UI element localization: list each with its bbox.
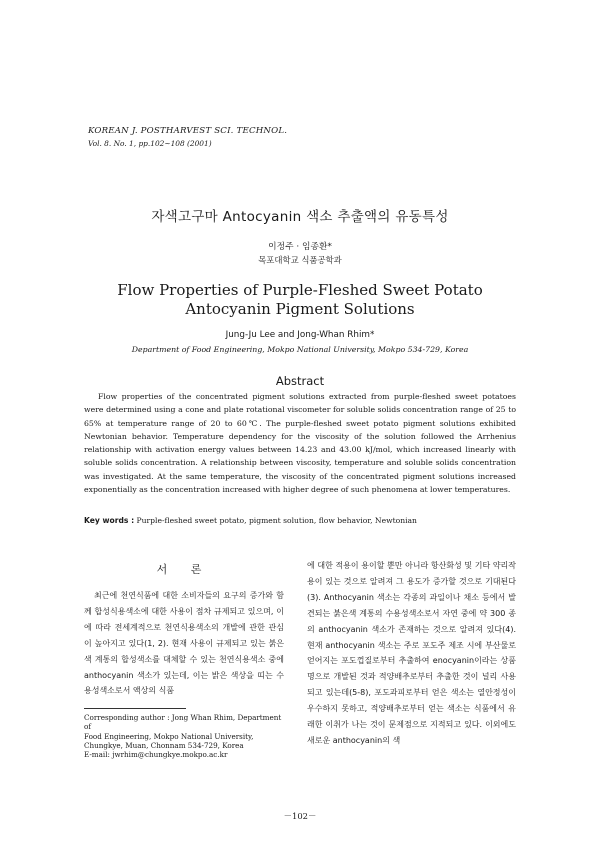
english-affiliation: Department of Food Engineering, Mokpo National University, Mokpo 534-729, Korea bbox=[131, 345, 469, 354]
intro-left-column: 최근에 천연식품에 대한 소비자들의 요구의 증가와 함께 합성식용색소에 대한 사용이 점차 규제되고 있으며, 이에 따라 전세계적으로 천연식용색소의 개발에 관한 관심이 높아지고 있다(1, 2). 현재 사용이 규제되고 있는 붉은색 계통의 합성색소를 대체할 수 있는 천연식용색소 중에 anthocyanin 색소가 있는데, 이는 밝은 색상을 띠는 수용성색소로서 액상의 식품 bbox=[84, 591, 284, 696]
footnote-divider bbox=[84, 708, 186, 709]
keywords-text: Purple-fleshed sweet potato, pigment solution, flow behavior, Newtonian bbox=[136, 516, 417, 525]
english-authors: Jung-Ju Lee and Jong-Whan Rhim* bbox=[225, 330, 375, 340]
english-title bbox=[0, 281, 600, 319]
footnote-line3: Chungkye, Muan, Chonnam 534-729, Korea bbox=[84, 740, 244, 750]
footnote-line1: Corresponding author : Jong Whan Rhim, Department of bbox=[84, 713, 282, 732]
korean-authors: 이정주 · 임종환* bbox=[268, 242, 332, 252]
journal-name: KOREAN J. POSTHARVEST SCI. TECHNOL. bbox=[88, 126, 288, 136]
footnote-line2: Food Engineering, Mokpo National University, bbox=[84, 731, 254, 741]
keywords-label: Key words : bbox=[84, 516, 135, 525]
journal-volume: Vol. 8. No. 1, pp.102~108 (2001) bbox=[88, 139, 212, 148]
section-heading: 서 론 bbox=[156, 563, 212, 576]
keywords bbox=[84, 516, 417, 525]
korean-title: 자색고구마 Antocyanin 색소 추출액의 유동특성 bbox=[151, 209, 449, 225]
abstract-heading: Abstract bbox=[275, 374, 325, 388]
english-title-line2: Antocyanin Pigment Solutions bbox=[185, 300, 415, 318]
footnote-email: E-mail: jwrhim@chungkye.mokpo.ac.kr bbox=[84, 750, 228, 760]
english-title-line1: Flow Properties of Purple-Fleshed Sweet Potato bbox=[117, 281, 483, 299]
abstract-text: Flow properties of the concentrated pigment solutions extracted from purple-fleshed sweet potatoes were determined using a cone and plate rotational viscometer for soluble solids concentration range of 25 to 65% at temperature range of 20 to 60℃. The purple-fleshed sweet potato pigment solutions exhibited Newtonian behavior. Temperature dependency for the viscosity of the solution followed the Arrhenius relationship with activation energy values between 14.23 and 43.00 kJ/mol, which increased linearly with soluble solids concentration. A relationship between viscosity, temperature and soluble solids concentration was investigated. At the same temperature, the viscosity of the concentrated pigment solutions increased exponentially as the concentration increased with higher degree of such phenomena at lower temperatures. bbox=[84, 392, 516, 495]
page-number: －102－ bbox=[283, 811, 317, 821]
intro-right-column: 에 대한 적용이 용이할 뿐만 아니라 항산화성 및 기타 약리작용이 있는 것으로 알려져 그 용도가 증가할 것으로 기대된다(3). Anthocyanin 색소는 각종의 과일이나 채소 등에서 발견되는 붉은색 계통의 수용성색소로서 자연 중에 약 300 종의 anthocyanin 색소가 존재하는 것으로 알려져 있다(4). 현재 anthocyanin 색소는 주로 포도주 제조 시에 부산물로 얻어지는 포도껍질로부터 추출하여 enocyanin이라는 상품명으로 개발된 것과 적양배추로부터 추출한 것이 널리 사용되고 있는데(5-8), 포도과피로부터 얻은 색소는 열안정성이 우수하지 못하고, 적양배추로부터 얻는 색소는 식품에서 유래한 이취가 나는 것이 문제점으로 지적되고 있다. 이외에도 새로운 anthocyanin의 색 bbox=[307, 561, 516, 745]
corresponding-author-footnote bbox=[84, 713, 284, 759]
korean-affiliation: 목포대학교 식품공학과 bbox=[258, 255, 342, 265]
